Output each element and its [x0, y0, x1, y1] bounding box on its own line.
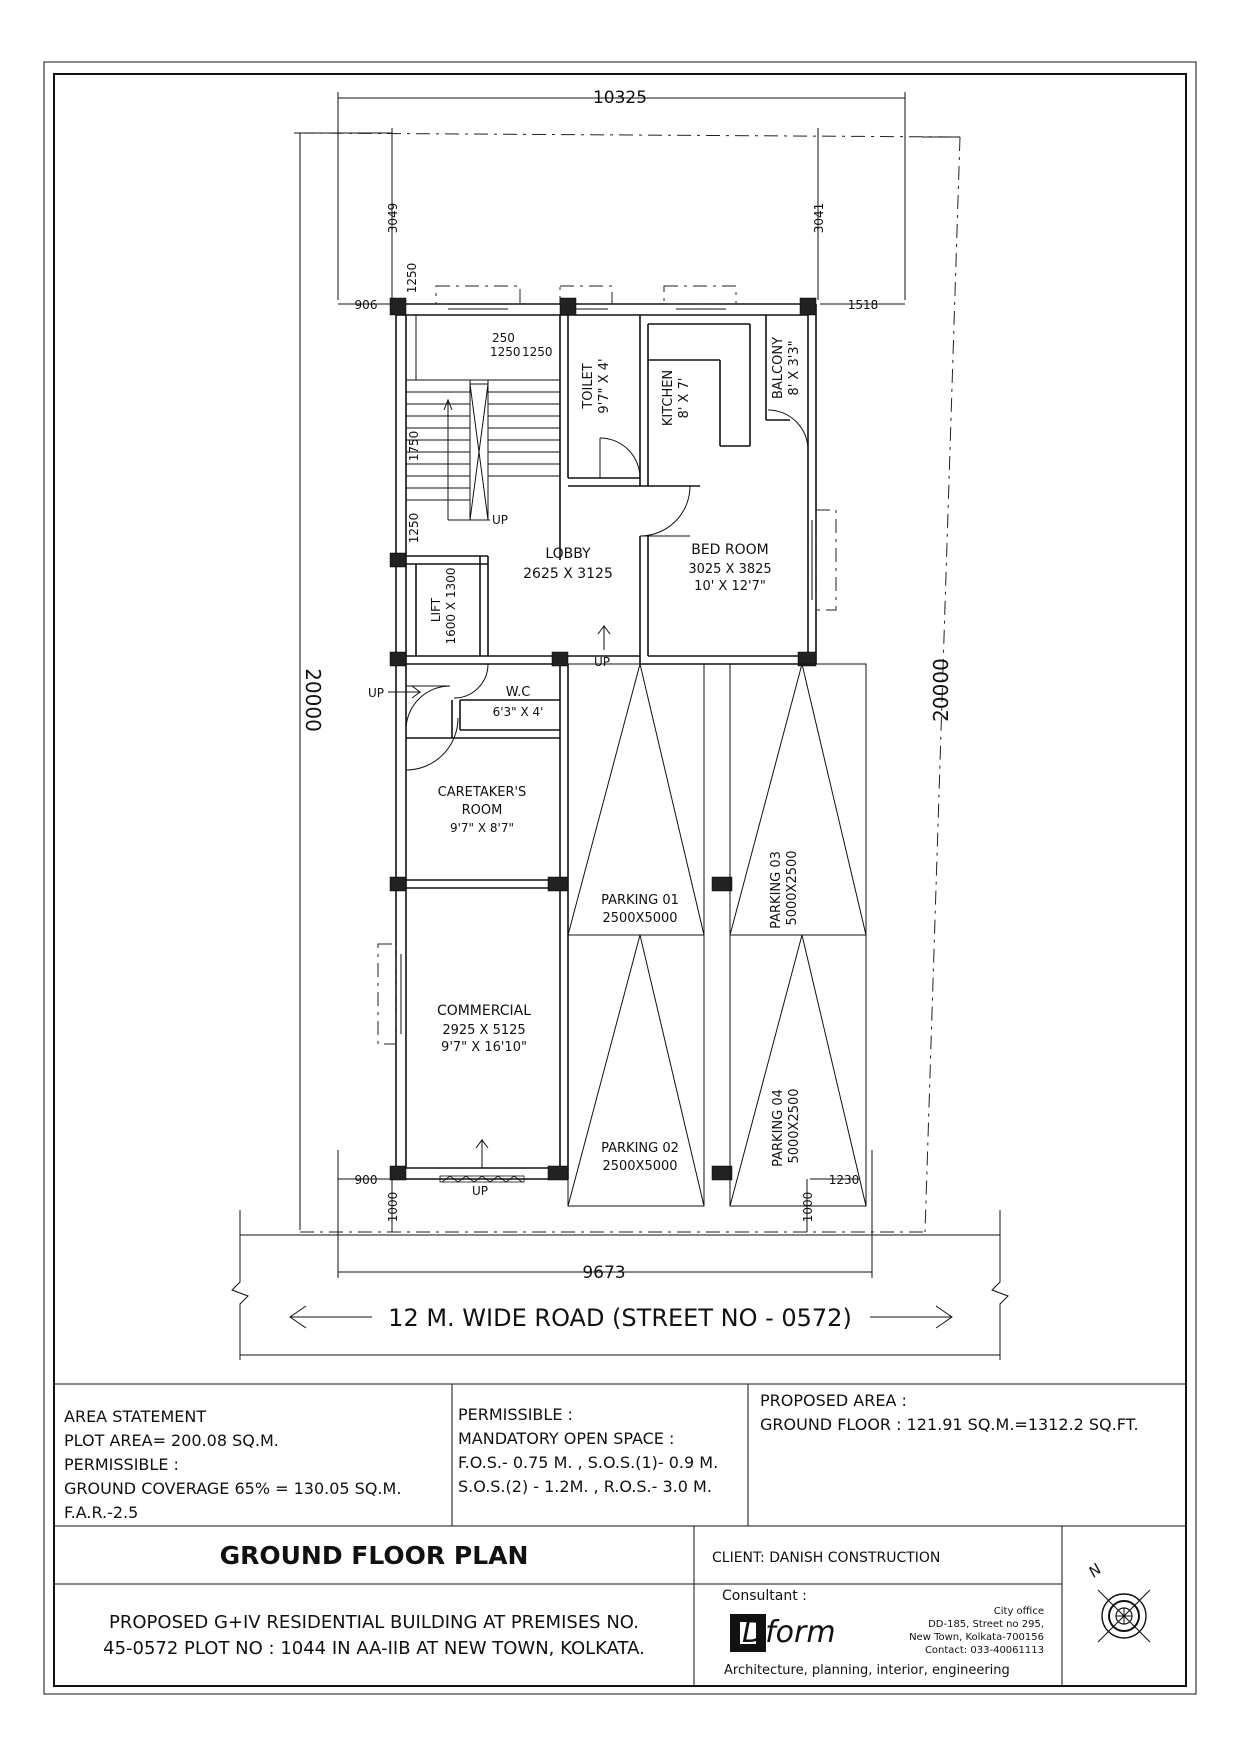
- consultant-label: Consultant :: [722, 1588, 807, 1604]
- consultant-tagline: Architecture, planning, interior, engineering: [724, 1663, 1010, 1678]
- permissible-line4: S.O.S.(2) - 1.2M. , R.O.S.- 3.0 M.: [458, 1477, 712, 1496]
- toilet-size: 9'7" X 4': [597, 358, 612, 414]
- balcony-size: 8' X 3'3": [787, 340, 802, 396]
- stair-dim-250: 250: [492, 331, 515, 345]
- wc-label: W.C: [505, 685, 531, 700]
- dim-left-bottom-offset: 900: [354, 1173, 378, 1187]
- balcony-label: BALCONY: [771, 336, 786, 400]
- drawing-title: GROUND FLOOR PLAN: [219, 1541, 529, 1570]
- parking-04-size: 5000X2500: [787, 1088, 802, 1164]
- dim-right-top-offset: 1518: [847, 298, 879, 312]
- stair-dim-1750: 1750: [407, 430, 421, 462]
- stair-up-label: UP: [492, 513, 509, 527]
- permissible-line2: MANDATORY OPEN SPACE :: [458, 1429, 675, 1448]
- dimension-lines: [294, 92, 960, 1278]
- toilet-label: TOILET: [581, 363, 596, 409]
- stair-dim-1250-b: 1250: [522, 345, 553, 359]
- office-line4: Contact: 033-40061113: [924, 1645, 1044, 1656]
- parking-02-size: 2500X5000: [602, 1159, 678, 1174]
- project-line1: PROPOSED G+IV RESIDENTIAL BUILDING AT PREMISES NO.: [109, 1612, 639, 1633]
- bedroom-size-mm: 3025 X 3825: [688, 562, 772, 577]
- dim-right-depth: 20000: [929, 658, 953, 722]
- dim-bottom-right-setback: 1000: [801, 1191, 815, 1223]
- office-line2: DD-185, Street no 295,: [928, 1619, 1044, 1630]
- dim-bottom-left-setback: 1000: [386, 1191, 400, 1223]
- logo-text: Dform: [742, 1615, 836, 1650]
- dim-left-top-offset: 906: [354, 298, 378, 312]
- top-windows: [436, 286, 736, 309]
- bedroom-label: BED ROOM: [691, 542, 769, 558]
- proposed-area-line2: GROUND FLOOR : 121.91 SQ.M.=1312.2 SQ.FT.: [760, 1415, 1139, 1434]
- commercial-label: COMMERCIAL: [436, 1003, 532, 1019]
- stair-dim-1250-a: 1250: [490, 345, 521, 359]
- caretaker-size: 9'7" X 8'7": [449, 821, 515, 835]
- permissible-line3: F.O.S.- 0.75 M. , S.O.S.(1)- 0.9 M.: [458, 1453, 719, 1472]
- caretaker-label-line2: ROOM: [461, 803, 503, 818]
- dim-bottom-width: 9673: [582, 1263, 626, 1283]
- dform-logo: [730, 1614, 836, 1652]
- dim-top-left-setback: 3049: [386, 202, 400, 234]
- dim-left-depth: 20000: [301, 668, 325, 732]
- north-label: N: [1085, 1560, 1106, 1582]
- office-line1: City office: [993, 1606, 1044, 1617]
- parking-02-label: PARKING 02: [601, 1141, 679, 1156]
- stair-dim-1250-c: 1250: [405, 262, 419, 294]
- parking-bays: [568, 664, 866, 1206]
- permissible-line1: PERMISSIBLE :: [458, 1405, 573, 1424]
- parking-01-size: 2500X5000: [602, 911, 678, 926]
- lobby-label: LOBBY: [545, 546, 591, 562]
- lobby-up-label: UP: [594, 655, 611, 669]
- wc-size: 6'3" X 4': [492, 705, 544, 719]
- area-statement-line2: PLOT AREA= 200.08 SQ.M.: [64, 1431, 279, 1450]
- parking-03-label: PARKING 03: [769, 851, 784, 929]
- parking-03-size: 5000X2500: [785, 850, 800, 926]
- kitchen-label: KITCHEN: [661, 369, 676, 427]
- lobby-size: 2625 X 3125: [523, 566, 613, 582]
- commercial-size-ft: 9'7" X 16'10": [441, 1040, 527, 1055]
- proposed-area-line1: PROPOSED AREA :: [760, 1391, 907, 1410]
- north-arrow-icon: [1098, 1590, 1150, 1642]
- client-name: CLIENT: DANISH CONSTRUCTION: [712, 1550, 941, 1566]
- kitchen-size: 8' X 7': [677, 377, 692, 419]
- area-statement-line1: AREA STATEMENT: [64, 1407, 207, 1426]
- stair-dim-1250-d: 1250: [407, 512, 421, 544]
- dim-right-bottom-offset: 1230: [828, 1173, 860, 1187]
- dim-top-width: 10325: [592, 88, 648, 108]
- commercial-window: [378, 944, 401, 1044]
- entry-up-label: UP: [368, 686, 385, 700]
- parking-04-label: PARKING 04: [771, 1089, 786, 1167]
- road-label: 12 M. WIDE ROAD (STREET NO - 0572): [388, 1304, 852, 1332]
- lift-label: LIFT: [429, 597, 443, 623]
- bedroom-size-ft: 10' X 12'7": [694, 579, 766, 594]
- commercial-up-label: UP: [472, 1184, 489, 1198]
- area-statement-line3: PERMISSIBLE :: [64, 1455, 179, 1474]
- parking-01-label: PARKING 01: [601, 893, 679, 908]
- area-statement-line5: F.A.R.-2.5: [64, 1503, 139, 1522]
- dim-top-right-setback: 3041: [812, 202, 826, 234]
- office-line3: New Town, Kolkata-700156: [909, 1632, 1044, 1643]
- lift-size: 1600 X 1300: [444, 567, 458, 645]
- area-statement-line4: GROUND COVERAGE 65% = 130.05 SQ.M.: [64, 1479, 402, 1498]
- project-line2: 45-0572 PLOT NO : 1044 IN AA-IIB AT NEW TOWN, KOLKATA.: [103, 1638, 645, 1659]
- commercial-size-mm: 2925 X 5125: [442, 1023, 526, 1038]
- caretaker-label-line1: CARETAKER'S: [437, 785, 527, 800]
